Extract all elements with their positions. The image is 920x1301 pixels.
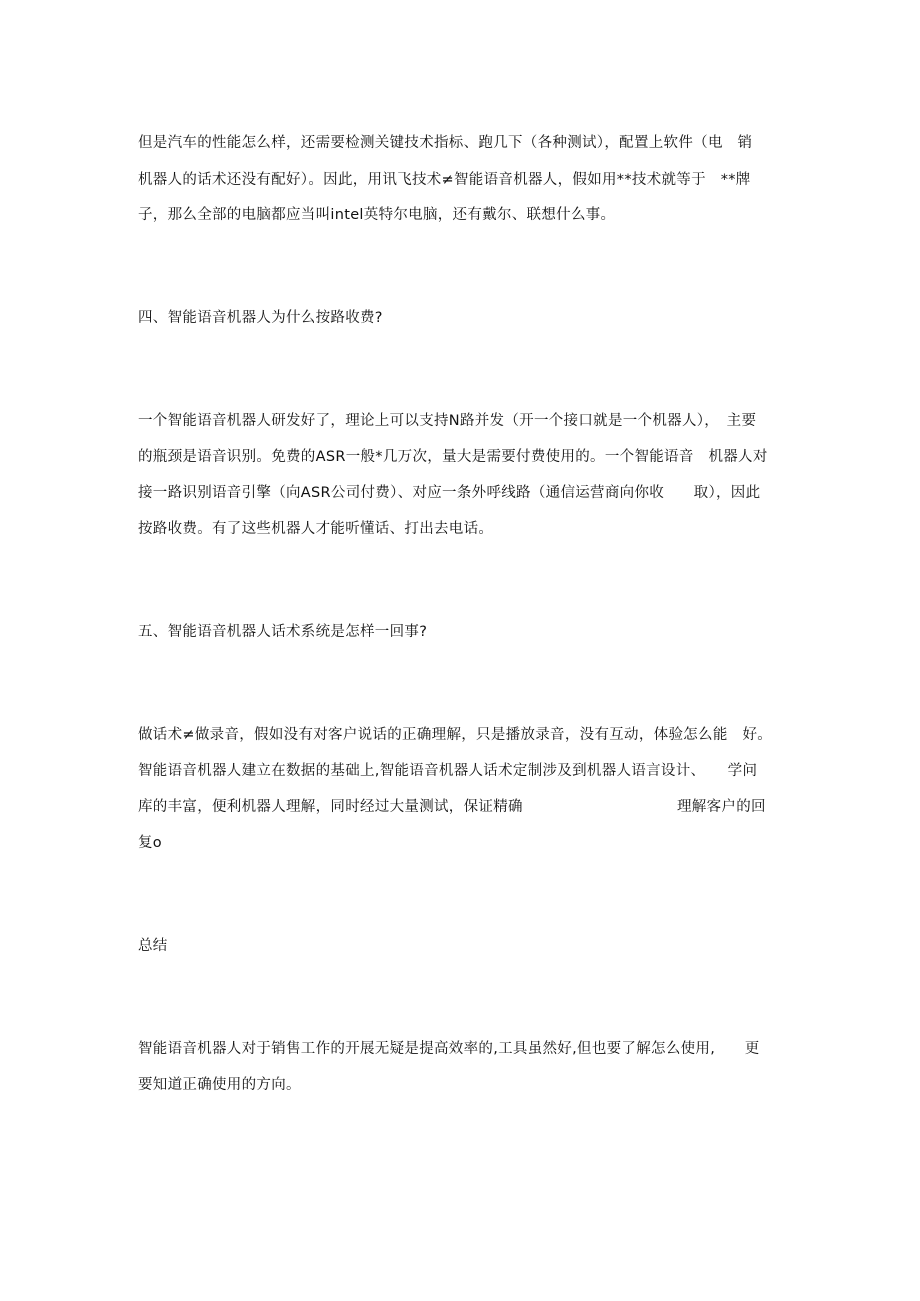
paragraph-1-line-1: 但是汽车的性能怎么样，还需要检测关键技术指标、跑几下（各种测试），配置上软件（电 销 — [138, 135, 753, 151]
section-4-heading: 四、智能语音机器人为什么按路收费? — [138, 310, 383, 326]
paragraph-3-line-2: 智能语音机器人建立在数据的基础上,智能语音机器人话术定制涉及到机器人语言设计、 学问 — [138, 763, 758, 779]
paragraph-2-line-3: 接一路识别语音引擎（向ASR公司付费）、对应一条外呼线路（通信运营商向你收 取），因此 — [138, 485, 761, 501]
paragraph-2-line-1: 一个智能语音机器人研发好了，理论上可以支持N路并发（开一个接口就是一个机器人）， 主要 — [138, 413, 757, 429]
summary-heading: 总结 — [138, 938, 168, 954]
paragraph-2-line-4: 按路收费。有了这些机器人才能听懂话、打出去电话。 — [138, 521, 494, 537]
paragraph-4-line-2: 要知道正确使用的方向。 — [138, 1077, 301, 1093]
paragraph-3-line-3a: 库的丰富，便利机器人理解，同时经过大量测试，保证精确 — [138, 799, 523, 815]
section-5-heading: 五、智能语音机器人话术系统是怎样一回事? — [138, 624, 428, 640]
paragraph-2-line-2: 的瓶颈是语音识别。免费的ASR一般*几万次，量大是需要付费使用的。一个智能语音 机器人对 — [138, 449, 768, 465]
paragraph-1-line-3: 子，那么全部的电脑都应当叫intel英特尔电脑，还有戴尔、联想什么事。 — [138, 207, 616, 223]
paragraph-3-line-4: 复o — [138, 835, 162, 851]
paragraph-3-line-1: 做话术≠做录音，假如没有对客户说话的正确理解，只是播放录音，没有互动，体验怎么能 好。 — [138, 727, 773, 743]
paragraph-3-line-3b: 理解客户的回 — [677, 799, 766, 815]
paragraph-1-line-2: 机器人的话术还没有配好）。因此，用讯飞技术≠智能语音机器人，假如用**技术就等于 **牌 — [138, 172, 751, 188]
paragraph-4-line-1: 智能语音机器人对于销售工作的开展无疑是提高效率的,工具虽然好,但也要了解怎么使用, 更 — [138, 1041, 760, 1057]
